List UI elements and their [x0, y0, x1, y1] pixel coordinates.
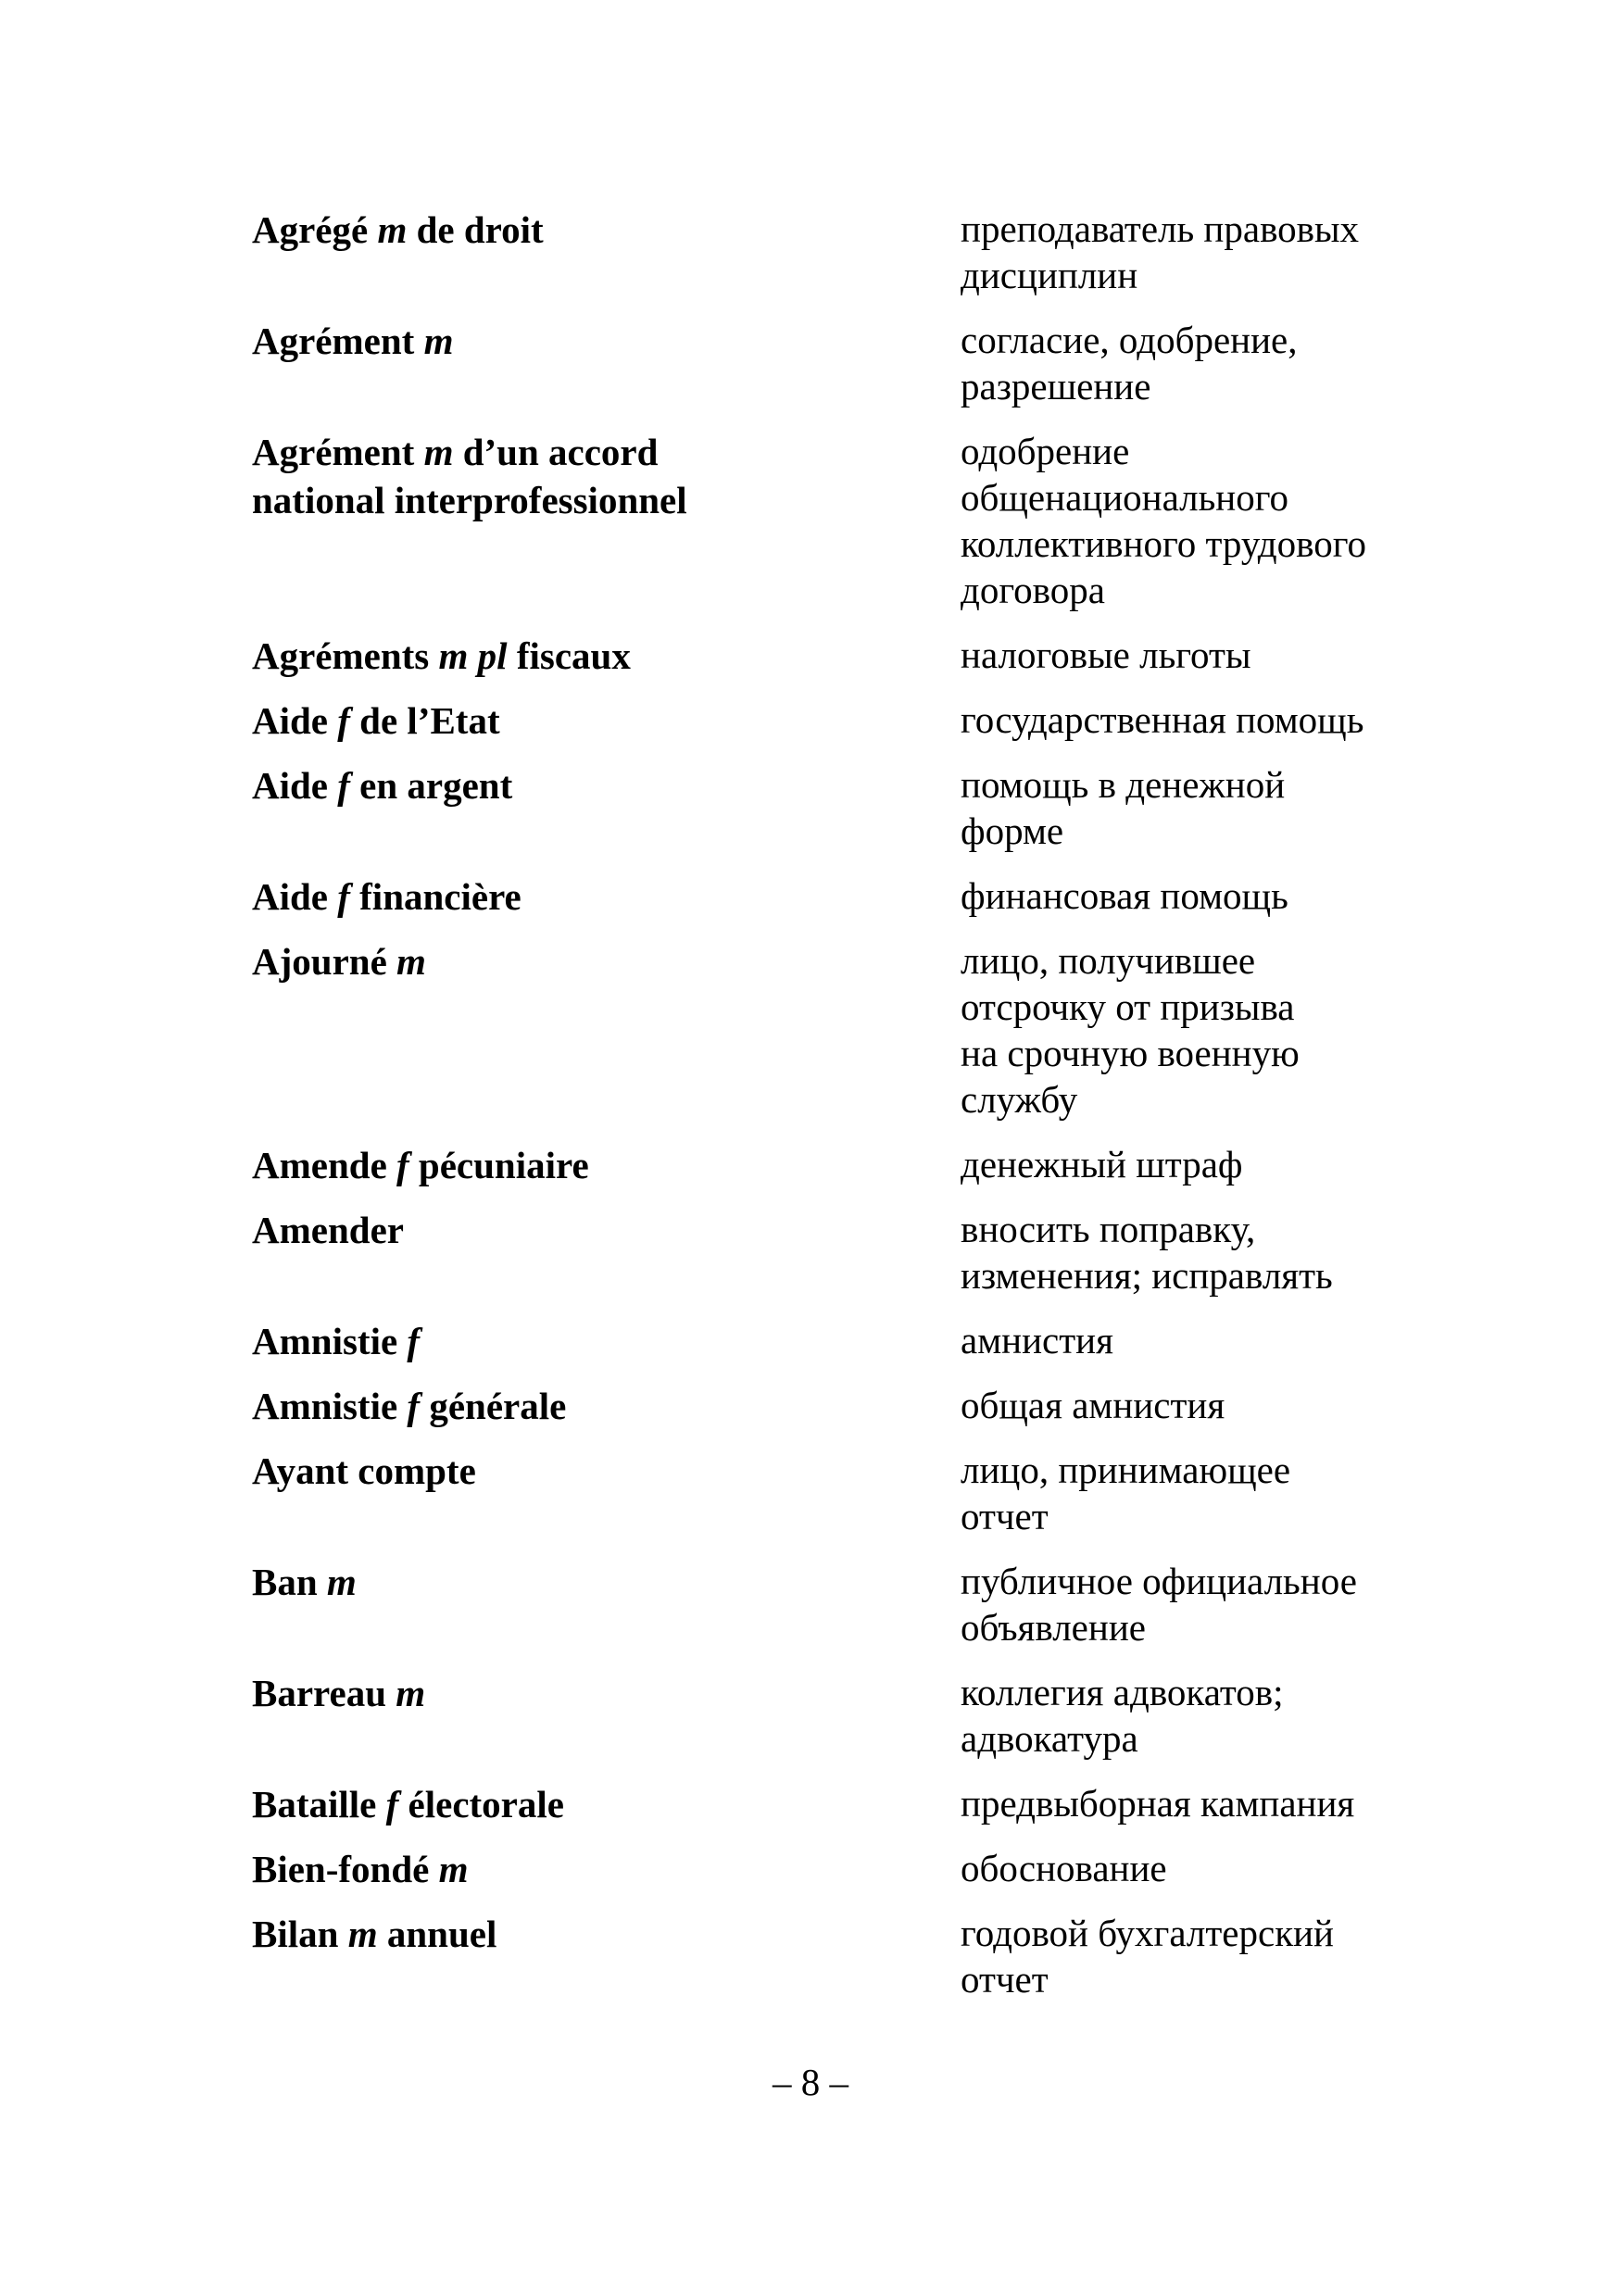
- term-line: [252, 761, 919, 809]
- grammar-label: m: [377, 208, 408, 251]
- term-text: Amende: [252, 1144, 397, 1186]
- translation-line: амнистия: [961, 1319, 1113, 1361]
- entry-term: [252, 937, 919, 985]
- grammar-label: m: [347, 1913, 378, 1955]
- entry-translation: [961, 696, 1479, 743]
- term-line: [252, 872, 919, 921]
- glossary-entry: [0, 1558, 1621, 1650]
- term-line: [252, 1558, 919, 1606]
- term-line: national interprofessionnel: [252, 479, 687, 521]
- glossary-entry: [0, 696, 1621, 743]
- term-text: Aide: [252, 875, 338, 918]
- term-text: Ajourné: [252, 940, 397, 983]
- translation-line: преподаватель правовых: [961, 207, 1360, 250]
- translation-line: службу: [961, 1078, 1078, 1121]
- grammar-label: f: [337, 764, 350, 807]
- entry-term: [252, 317, 919, 365]
- entry-translation: [961, 1206, 1479, 1299]
- entry-translation: [961, 1845, 1479, 1891]
- glossary-entry: [0, 1141, 1621, 1187]
- term-text: Barreau: [252, 1672, 396, 1714]
- term-text: de droit: [407, 208, 544, 251]
- term-line: [252, 1206, 919, 1254]
- grammar-label: f: [407, 1385, 421, 1427]
- translation-line: дисциплин: [961, 254, 1138, 296]
- term-text: Ayant compte: [252, 1449, 476, 1492]
- entry-translation: [961, 1447, 1479, 1539]
- translation-line: отчет: [961, 1958, 1049, 2001]
- entry-term: [252, 1780, 919, 1828]
- term-text: Amnistie: [252, 1320, 408, 1362]
- translation-line: публичное официальное: [961, 1560, 1357, 1602]
- glossary-entry: [0, 1780, 1621, 1826]
- translation-line: лицо, принимающее: [961, 1449, 1291, 1491]
- entry-translation: [961, 632, 1479, 678]
- entry-term: [252, 1206, 919, 1254]
- grammar-label: m: [396, 1672, 426, 1714]
- entry-term: [252, 1558, 919, 1606]
- glossary-entry: [0, 1382, 1621, 1428]
- grammar-label: f: [407, 1320, 421, 1362]
- grammar-label: f: [396, 1144, 409, 1186]
- glossary-entry: [0, 317, 1621, 409]
- entry-translation: [961, 317, 1479, 409]
- translation-line: обоснование: [961, 1847, 1167, 1889]
- page-number: – 8 –: [773, 2061, 848, 2103]
- term-text: générale: [420, 1385, 567, 1427]
- entry-translation: [961, 1910, 1479, 2002]
- term-line: [252, 1845, 919, 1893]
- grammar-label: f: [337, 875, 350, 918]
- translation-line: предвыборная кампания: [961, 1782, 1355, 1825]
- entry-term: [252, 428, 919, 524]
- term-text: Agrégé: [252, 208, 378, 251]
- term-line: [252, 317, 919, 365]
- term-text: Bilan: [252, 1913, 348, 1955]
- glossary-entries: [0, 206, 1621, 2021]
- term-text: Agrément: [252, 431, 424, 473]
- translation-line: денежный штраф: [961, 1143, 1243, 1186]
- translation-line: адвокатура: [961, 1717, 1138, 1760]
- entry-term: [252, 1141, 919, 1189]
- translation-line: объявление: [961, 1606, 1146, 1649]
- translation-line: лицо, получившее: [961, 939, 1256, 982]
- translation-line: общая амнистия: [961, 1384, 1225, 1426]
- translation-line: изменения; исправлять: [961, 1254, 1333, 1297]
- translation-line: коллегия адвокатов;: [961, 1671, 1284, 1713]
- translation-line: согласие, одобрение,: [961, 319, 1298, 361]
- entry-translation: [961, 206, 1479, 298]
- entry-translation: [961, 937, 1479, 1123]
- term-line: [252, 632, 919, 680]
- glossary-entry: [0, 1447, 1621, 1539]
- entry-term: [252, 1317, 919, 1365]
- entry-translation: [961, 1317, 1479, 1363]
- glossary-entry: [0, 1910, 1621, 2002]
- term-text: Aide: [252, 764, 338, 807]
- term-text: Bataille: [252, 1783, 386, 1826]
- glossary-entry: [0, 1669, 1621, 1762]
- translation-line: форме: [961, 809, 1064, 852]
- entry-translation: [961, 428, 1479, 613]
- entry-translation: [961, 872, 1479, 919]
- term-line: [252, 1447, 919, 1495]
- grammar-label: m: [326, 1561, 357, 1603]
- term-line: [252, 1141, 919, 1189]
- term-text: financière: [349, 875, 521, 918]
- term-line: [252, 1910, 919, 1958]
- entry-translation: [961, 1558, 1479, 1650]
- entry-term: [252, 696, 919, 745]
- grammar-label: m: [438, 1848, 469, 1890]
- term-text: Agrément: [252, 320, 424, 362]
- glossary-entry: [0, 937, 1621, 1123]
- glossary-entry: [0, 1845, 1621, 1891]
- term-text: annuel: [377, 1913, 497, 1955]
- entry-term: [252, 1382, 919, 1430]
- term-text: en argent: [349, 764, 513, 807]
- entry-term: [252, 206, 919, 254]
- entry-term: [252, 632, 919, 680]
- glossary-entry: [0, 428, 1621, 613]
- translation-line: помощь в денежной: [961, 763, 1286, 806]
- grammar-label: m pl: [438, 634, 508, 677]
- term-text: Amender: [252, 1209, 404, 1251]
- translation-line: годовой бухгалтерский: [961, 1912, 1334, 1954]
- translation-line: налоговые льготы: [961, 634, 1251, 676]
- glossary-entry: [0, 206, 1621, 298]
- translation-line: государственная помощь: [961, 698, 1364, 741]
- term-text: Agréments: [252, 634, 439, 677]
- translation-line: отсрочку от призыва: [961, 985, 1295, 1028]
- glossary-entry: [0, 761, 1621, 854]
- term-text: Ban: [252, 1561, 327, 1603]
- translation-line: отчет: [961, 1495, 1049, 1537]
- term-text: Amnistie: [252, 1385, 408, 1427]
- entry-term: [252, 872, 919, 921]
- translation-line: на срочную военную: [961, 1032, 1300, 1074]
- translation-line: общенационального: [961, 476, 1289, 519]
- translation-line: коллективного трудового: [961, 522, 1367, 565]
- grammar-label: f: [337, 699, 350, 742]
- term-line: [252, 696, 919, 745]
- entry-translation: [961, 1669, 1479, 1762]
- entry-term: [252, 1845, 919, 1893]
- entry-term: [252, 1447, 919, 1495]
- entry-term: [252, 1910, 919, 1958]
- term-text: d’un accord: [453, 431, 659, 473]
- term-line: [252, 937, 919, 985]
- glossary-entry: [0, 1206, 1621, 1299]
- glossary-entry: [0, 632, 1621, 678]
- term-line: [252, 206, 919, 254]
- entry-translation: [961, 1141, 1479, 1187]
- entry-term: [252, 761, 919, 809]
- translation-line: разрешение: [961, 365, 1151, 408]
- term-text: pécuniaire: [408, 1144, 589, 1186]
- term-text: fiscaux: [507, 634, 631, 677]
- glossary-entry: [0, 1317, 1621, 1363]
- term-line: [252, 1382, 919, 1430]
- term-line: [252, 1780, 919, 1828]
- entry-translation: [961, 1780, 1479, 1826]
- term-text: Aide: [252, 699, 338, 742]
- term-line: [252, 1669, 919, 1717]
- entry-translation: [961, 1382, 1479, 1428]
- grammar-label: m: [423, 320, 454, 362]
- glossary-entry: [0, 872, 1621, 919]
- translation-line: финансовая помощь: [961, 874, 1288, 917]
- entry-translation: [961, 761, 1479, 854]
- term-line: [252, 1317, 919, 1365]
- grammar-label: m: [396, 940, 426, 983]
- grammar-label: f: [385, 1783, 399, 1826]
- translation-line: договора: [961, 569, 1105, 611]
- term-line: [252, 428, 919, 476]
- term-text: électorale: [398, 1783, 564, 1826]
- grammar-label: m: [423, 431, 454, 473]
- term-text: Bien-fondé: [252, 1848, 439, 1890]
- term-text: de l’Etat: [349, 699, 500, 742]
- entry-term: [252, 1669, 919, 1717]
- translation-line: одобрение: [961, 430, 1130, 472]
- translation-line: вносить поправку,: [961, 1208, 1256, 1250]
